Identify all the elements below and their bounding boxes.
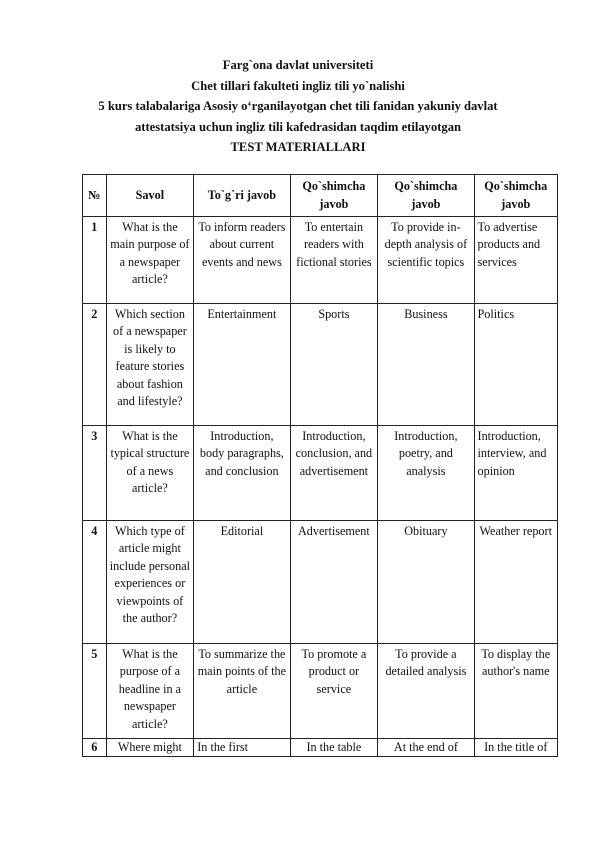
additional-answer-cell: Weather report: [474, 521, 557, 644]
additional-answer-cell: To promote a product or service: [290, 644, 378, 739]
correct-answer-cell: To inform readers about current events and news: [194, 217, 290, 304]
table-row: [83, 217, 558, 304]
row-number: 5: [83, 644, 107, 739]
test-materials-table: [82, 174, 558, 757]
question-cell: Which section of a newspaper is likely to feature stories about fashion and lifestyle?: [106, 304, 194, 426]
header-additional-answer-1: Qo`shimcha javob: [290, 175, 378, 217]
table-row: [83, 739, 558, 757]
row-number: 4: [83, 521, 107, 644]
header-description-line2: attestatsiya uchun ingliz tili kafedrasidan taqdim etilayotgan: [134, 119, 462, 134]
faculty-name: Chet tillari fakulteti ingliz tili yo`nalishi: [191, 78, 405, 93]
header-additional-answer-2: Qo`shimcha javob: [378, 175, 474, 217]
table-header-row: [83, 175, 558, 217]
additional-answer-cell: To display the author's name: [474, 644, 557, 739]
additional-answer-cell: To entertain readers with fictional stories: [290, 217, 378, 304]
additional-answer-cell: Politics: [474, 304, 557, 426]
additional-answer-cell: To provide a detailed analysis: [378, 644, 474, 739]
correct-answer-cell: Introduction, body paragraphs, and conclusion: [194, 426, 290, 521]
table-row: [83, 521, 558, 644]
question-cell: What is the typical structure of a news article?: [106, 426, 194, 521]
row-number: 1: [83, 217, 107, 304]
correct-answer-cell: In the first: [194, 739, 290, 757]
question-cell: What is the main purpose of a newspaper article?: [106, 217, 194, 304]
question-cell: What is the purpose of a headline in a newspaper article?: [106, 644, 194, 739]
row-number: 6: [83, 739, 107, 757]
header-correct-answer: To`g`ri javob: [194, 175, 290, 217]
additional-answer-cell: In the table: [290, 739, 378, 757]
table-row: [83, 426, 558, 521]
question-cell: Where might: [106, 739, 194, 757]
additional-answer-cell: In the title of: [474, 739, 557, 757]
additional-answer-cell: To advertise products and services: [474, 217, 557, 304]
additional-answer-cell: Obituary: [378, 521, 474, 644]
correct-answer-cell: Entertainment: [194, 304, 290, 426]
row-number: 3: [83, 426, 107, 521]
additional-answer-cell: Advertisement: [290, 521, 378, 644]
question-cell: Which type of article might include personal experiences or viewpoints of the author?: [106, 521, 194, 644]
table-row: [83, 644, 558, 739]
additional-answer-cell: To provide in-depth analysis of scientific topics: [378, 217, 474, 304]
header-additional-answer-3: Qo`shimcha javob: [474, 175, 557, 217]
header-question: Savol: [106, 175, 194, 217]
correct-answer-cell: Editorial: [194, 521, 290, 644]
document-header: [60, 55, 536, 158]
header-description-line1: 5 kurs talabalariga Asosiy o‘rganilayotgan chet tili fanidan yakuniy davlat: [98, 99, 498, 113]
additional-answer-cell: Sports: [290, 304, 378, 426]
correct-answer-cell: To summarize the main points of the article: [194, 644, 290, 739]
university-name: Farg`ona davlat universiteti: [222, 58, 374, 72]
additional-answer-cell: Introduction, poetry, and analysis: [378, 426, 474, 521]
row-number: 2: [83, 304, 107, 426]
additional-answer-cell: Introduction, conclusion, and advertisement: [290, 426, 378, 521]
additional-answer-cell: Business: [378, 304, 474, 426]
additional-answer-cell: At the end of: [378, 739, 474, 757]
document-title: TEST MATERIALLARI: [230, 140, 366, 154]
table-row: [83, 304, 558, 426]
header-number: №: [83, 175, 107, 217]
additional-answer-cell: Introduction, interview, and opinion: [474, 426, 557, 521]
